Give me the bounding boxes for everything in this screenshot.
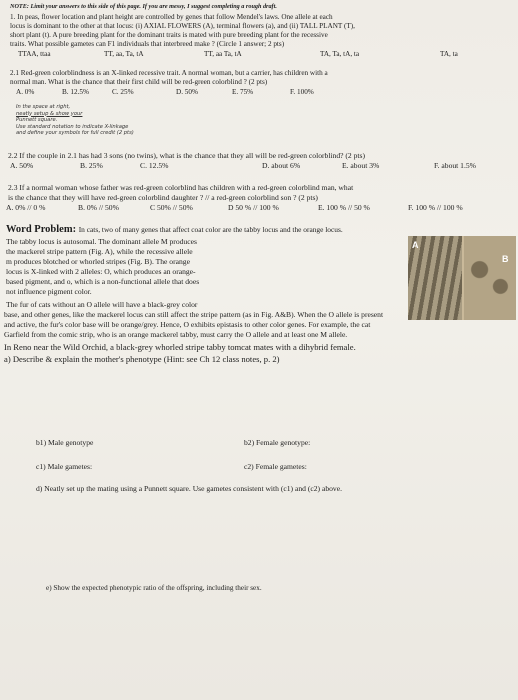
word-line-1: The tabby locus is autosomal. The dominant allele M produces	[6, 237, 197, 246]
q23-option-d[interactable]: D 50 % // 100 %	[228, 203, 279, 212]
word-line-8: base, and other genes, like the mackerel locus can still affect the stripe pattern (as in Fig. A&B). When the O allele is present	[4, 310, 384, 319]
word-line-2: the mackerel stripe pattern (Fig. A), while the recessive allele	[6, 247, 193, 256]
part-c2: c2) Female gametes:	[244, 462, 307, 471]
part-d: d) Neatly set up the mating using a Punnett square. Use gametes consistent with (c1) and (c2) above.	[36, 484, 342, 493]
q21-line-2: normal man. What is the chance that their first child will be red-green colorblind ? (2 pts)	[10, 78, 268, 86]
word-title-rest: In cats, two of many genes that affect coat color are the tabby locus and the orange locus.	[78, 225, 343, 234]
q21-option-b[interactable]: B. 12.5%	[62, 88, 89, 96]
q22-option-e[interactable]: E. about 3%	[342, 161, 380, 170]
word-line-3: m produces blotched or whorled stripes (Fig. B). The orange	[6, 257, 190, 266]
q1-line-3: short plant (t). A pure breeding plant for the dominant traits is mated with pure breeding plant for the recessive	[10, 31, 328, 39]
q23-option-b[interactable]: B. 0% // 50%	[78, 203, 119, 212]
q23-option-c[interactable]: C 50% // 50%	[150, 203, 193, 212]
note-head: NOTE:	[10, 3, 29, 10]
q21-option-e[interactable]: E. 75%	[232, 88, 254, 96]
word-line-5: based pigment, and o, which is a non-functional allele that does	[6, 277, 200, 286]
cat-figure-b	[464, 236, 516, 320]
q22-option-c[interactable]: C. 12.5%	[140, 161, 169, 170]
word-title: Word Problem:	[6, 224, 77, 235]
note-body: Limit your answers to this side of this page. If you are messy, I suggest completing a rough draft.	[30, 3, 277, 10]
q21-instr-1: In the space at right,	[16, 104, 71, 110]
q1-line-1: 1. In peas, flower location and plant height are controlled by genes that follow Mendel's laws. One allele at each	[10, 13, 333, 21]
q1-option-5[interactable]: TA, ta	[440, 50, 458, 58]
fig-b-label: B	[502, 254, 509, 264]
q21-instr-5: and define your symbols for full credit (2 pts)	[16, 130, 134, 136]
q22-option-b[interactable]: B. 25%	[80, 161, 103, 170]
q23-option-a[interactable]: A. 0% // 0 %	[6, 203, 46, 212]
q1-line-4: traits. What possible gametes can F1 individuals that interbreed make ? (Circle 1 answer; 2 pts)	[10, 40, 285, 48]
q21-option-c[interactable]: C. 25%	[112, 88, 134, 96]
q23-line-2: is the chance that they will have red-green colorblind daughter ? // a red-green colorblind son ? (2 pts)	[8, 193, 318, 202]
q22-option-a[interactable]: A. 50%	[10, 161, 34, 170]
q21-instr-3: Punnett square.	[16, 117, 58, 123]
q1-option-3[interactable]: TT, aa Ta, tA	[204, 50, 242, 58]
cat-figure	[408, 236, 516, 320]
q23-option-f[interactable]: F. 100 % // 100 %	[408, 203, 463, 212]
word-line-7: The fur of cats without an O allele will have a black-grey color	[6, 300, 198, 309]
q22-line: 2.2 If the couple in 2.1 has had 3 sons (no twins), what is the chance that they all will be red-green colorblind? (2 pts)	[8, 151, 366, 160]
q21-option-a[interactable]: A. 0%	[16, 88, 35, 96]
q23-line-1: 2.3 If a normal woman whose father was red-green colorblind has children with a red-green colorblind man, what	[8, 183, 354, 192]
word-line-11: In Reno near the Wild Orchid, a black-grey whorled stripe tabby tomcat mates with a dihybrid female.	[4, 342, 356, 352]
q1-option-4[interactable]: TA, Ta, tA, ta	[320, 50, 360, 58]
q21-instr-2: neatly setup & show your	[16, 110, 83, 117]
part-c1: c1) Male gametes:	[36, 462, 93, 471]
q1-option-1[interactable]: TTAA, ttaa	[18, 50, 51, 58]
word-line-12: a) Describe & explain the mother's phenotype (Hint: see Ch 12 class notes, p. 2)	[4, 354, 280, 364]
part-b2: b2) Female genotype:	[244, 438, 311, 447]
part-e: e) Show the expected phenotypic ratio of the offspring, including their sex.	[46, 584, 262, 592]
q23-option-e[interactable]: E. 100 % // 50 %	[318, 203, 370, 212]
fig-a-label: A	[412, 240, 419, 250]
part-b1: b1) Male genotype	[36, 438, 94, 447]
q22-option-d[interactable]: D. about 6%	[262, 161, 301, 170]
q21-option-d[interactable]: D. 50%	[176, 88, 198, 96]
word-line-6: not influence pigment color.	[6, 287, 92, 296]
word-line-9: and active, the fur's color base will be orange/grey. Hence, O exhibits epistasis to other color genes. For example, the cat	[4, 320, 371, 329]
q21-instr-4: Use standard notation to indicate X-linkage	[16, 123, 129, 130]
word-title-line	[6, 224, 343, 236]
word-line-10: Garfield from the comic strip, who is an orange mackerel tabby, must carry the O allele and at least one M allele.	[4, 330, 348, 339]
q22-option-f[interactable]: F. about 1.5%	[434, 161, 476, 170]
note-line	[10, 3, 277, 11]
q21-line-1: 2.1 Red-green colorblindness is an X-linked recessive trait. A normal woman, but a carrier, has children with a	[10, 69, 328, 77]
q1-line-2: locus is dominant to the other at that locus: (i) AXIAL FLOWERS (A), terminal flowers (a), and (ii) TALL PLANT (T),	[10, 22, 355, 30]
q21-option-f[interactable]: F. 100%	[290, 88, 314, 96]
q1-option-2[interactable]: TT, aa, Ta, tA	[104, 50, 144, 58]
word-line-4: locus is X-linked with 2 alleles: O, which produces an orange-	[6, 267, 196, 276]
